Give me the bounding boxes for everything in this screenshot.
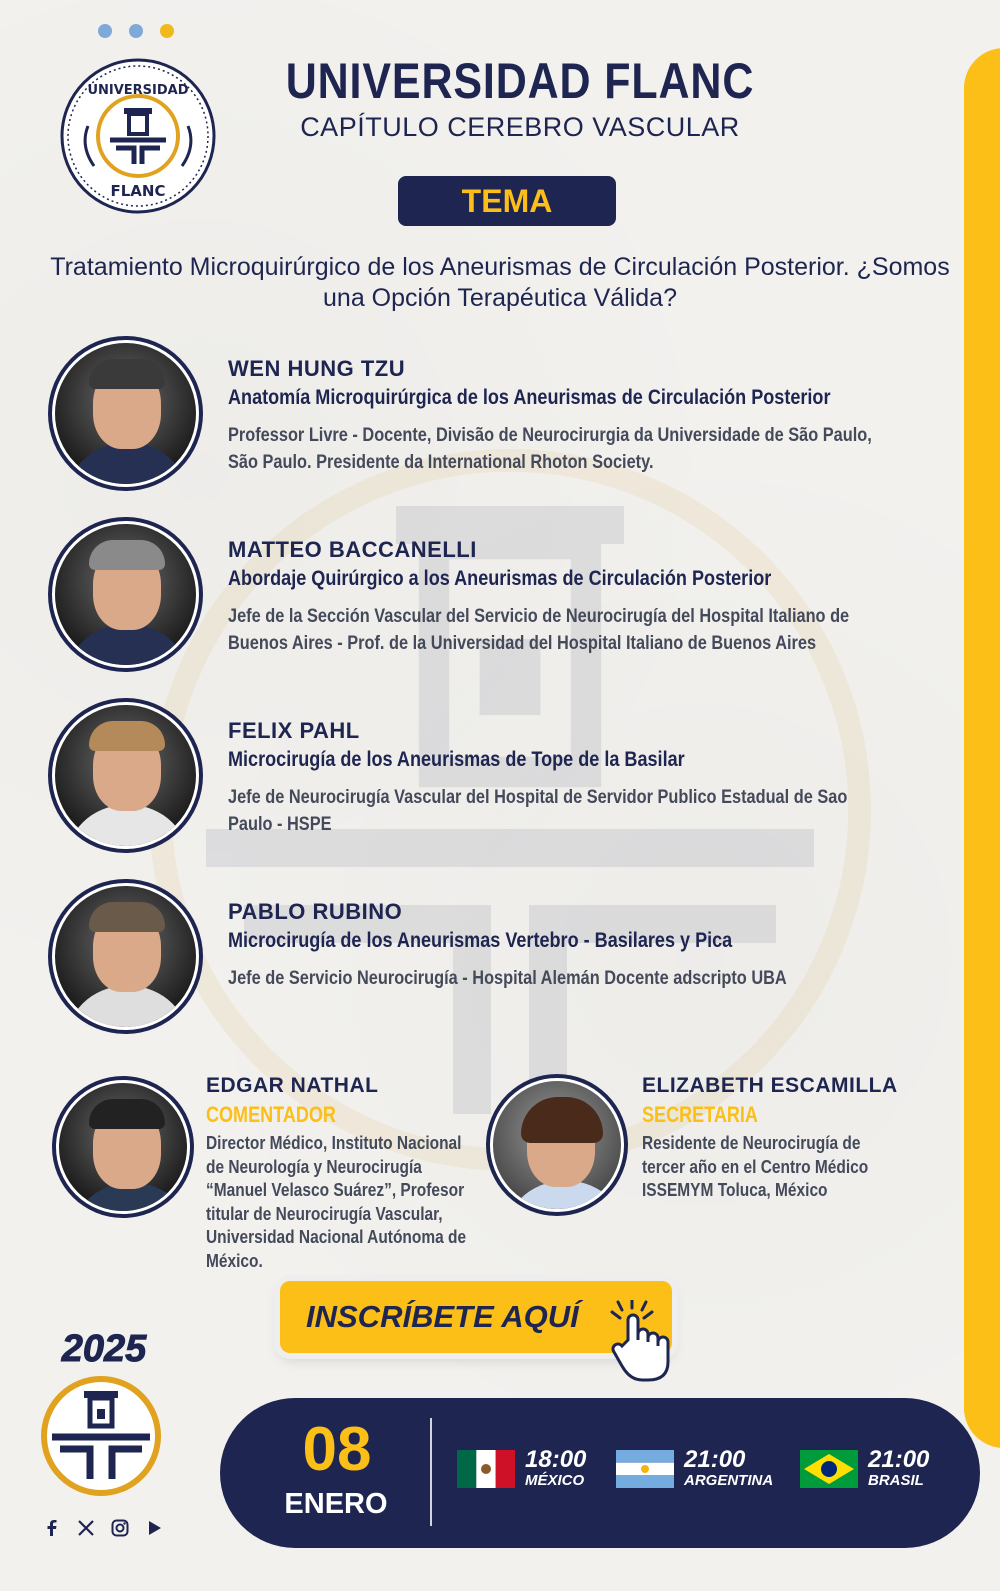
speaker-name: PABLO RUBINO bbox=[228, 899, 403, 924]
social-links bbox=[42, 1518, 164, 1538]
divider bbox=[430, 1418, 432, 1526]
svg-text:FLANC: FLANC bbox=[110, 182, 166, 200]
speaker-card bbox=[48, 698, 928, 858]
speaker-photo bbox=[48, 517, 203, 672]
speaker-bio: Professor Livre - Docente, Divisão de Neurocirurgia da Universidade de São Paulo, São Paulo. Presidente da International Rhoton Society. bbox=[228, 425, 872, 473]
speaker-card bbox=[48, 517, 928, 677]
secretary-bio: Residente de Neurocirugía de tercer año en el Centro Médico ISSEMYM Toluca, México bbox=[642, 1133, 869, 1200]
pointer-hand-icon bbox=[608, 1300, 678, 1384]
decorative-side-band bbox=[964, 48, 1000, 1448]
topic-text: Tratamiento Microquirúrgico de los Aneurismas de Circulación Posterior. ¿Somos una Opción Terapéutica Válida? bbox=[50, 253, 950, 312]
country-name: BRASIL bbox=[868, 1472, 924, 1489]
time-value: 21:00 bbox=[868, 1446, 930, 1473]
register-button-label: INSCRÍBETE AQUÍ bbox=[306, 1299, 579, 1334]
dot-icon bbox=[98, 24, 112, 38]
page-subtitle: CAPÍTULO CEREBRO VASCULAR bbox=[300, 112, 740, 142]
argentina-flag-icon bbox=[616, 1450, 674, 1488]
speaker-name: FELIX PAHL bbox=[228, 718, 360, 743]
time-brasil bbox=[800, 1448, 929, 1489]
speaker-bio: Jefe de Neurocirugía Vascular del Hospital de Servidor Publico Estadual de Sao Paulo - HSPE bbox=[228, 787, 848, 835]
commentator-photo bbox=[52, 1076, 194, 1218]
commentator-bio: Director Médico, Instituto Nacional de Neurología y Neurocirugía “Manuel Velasco Suárez”, Profesor titular de Neurocirugía Vascular, Universidad Nacional Autónoma de México. bbox=[206, 1133, 467, 1271]
time-value: 21:00 bbox=[684, 1446, 746, 1473]
speaker-talk-title: Abordaje Quirúrgico a los Aneurismas de Circulación Posterior bbox=[228, 567, 772, 590]
event-year: 2025 bbox=[61, 1328, 147, 1370]
speaker-name: WEN HUNG TZU bbox=[228, 356, 406, 381]
speaker-photo bbox=[48, 336, 203, 491]
speaker-photo bbox=[48, 879, 203, 1034]
window-dots bbox=[98, 24, 174, 38]
tema-badge: TEMA bbox=[398, 176, 616, 226]
svg-text:UNIVERSIDAD: UNIVERSIDAD bbox=[87, 83, 189, 98]
secretary-photo bbox=[486, 1074, 628, 1216]
instagram-icon[interactable] bbox=[110, 1518, 130, 1538]
speaker-photo bbox=[48, 698, 203, 853]
country-name: ARGENTINA bbox=[684, 1472, 774, 1489]
mexico-flag-icon bbox=[457, 1450, 515, 1488]
page-title: UNIVERSIDAD FLANC bbox=[285, 53, 755, 109]
brazil-flag-icon bbox=[800, 1450, 858, 1488]
secretary-role: SECRETARIA bbox=[642, 1102, 758, 1127]
dot-icon bbox=[160, 24, 174, 38]
speaker-talk-title: Anatomía Microquirúrgica de los Aneurismas de Circulación Posterior bbox=[228, 386, 831, 409]
speaker-card bbox=[48, 336, 928, 496]
time-mexico bbox=[457, 1448, 586, 1489]
commentator-role: COMENTADOR bbox=[206, 1102, 336, 1127]
speaker-card bbox=[48, 879, 928, 1039]
dot-icon bbox=[129, 24, 143, 38]
speaker-talk-title: Microcirugía de los Aneurismas de Tope de la Basilar bbox=[228, 748, 685, 771]
time-argentina bbox=[616, 1448, 773, 1489]
youtube-icon[interactable] bbox=[144, 1518, 164, 1538]
commentator-name: EDGAR NATHAL bbox=[206, 1074, 379, 1097]
secretary-card bbox=[486, 1074, 926, 1224]
commentator-card bbox=[52, 1074, 482, 1271]
country-name: MÉXICO bbox=[525, 1472, 585, 1489]
speaker-bio: Jefe de Servicio Neurocirugía - Hospital Alemán Docente adscripto UBA bbox=[228, 968, 787, 989]
x-icon[interactable] bbox=[76, 1518, 96, 1538]
speaker-talk-title: Microcirugía de los Aneurismas Vertebro - Basilares y Pica bbox=[228, 929, 733, 952]
speaker-name: MATTEO BACCANELLI bbox=[228, 537, 477, 562]
university-seal-logo bbox=[58, 56, 218, 216]
secretary-name: ELIZABETH ESCAMILLA bbox=[642, 1074, 898, 1097]
facebook-icon[interactable] bbox=[42, 1518, 62, 1538]
event-month: ENERO bbox=[284, 1488, 388, 1520]
event-day: 08 bbox=[302, 1415, 372, 1484]
flanc-logo bbox=[40, 1375, 162, 1497]
time-value: 18:00 bbox=[525, 1446, 587, 1473]
speaker-bio: Jefe de la Sección Vascular del Servicio de Neurocirugía del Hospital Italiano de Buenos Aires - Prof. de la Universidad del Hospital Italiano de Buenos Aires bbox=[228, 606, 850, 654]
